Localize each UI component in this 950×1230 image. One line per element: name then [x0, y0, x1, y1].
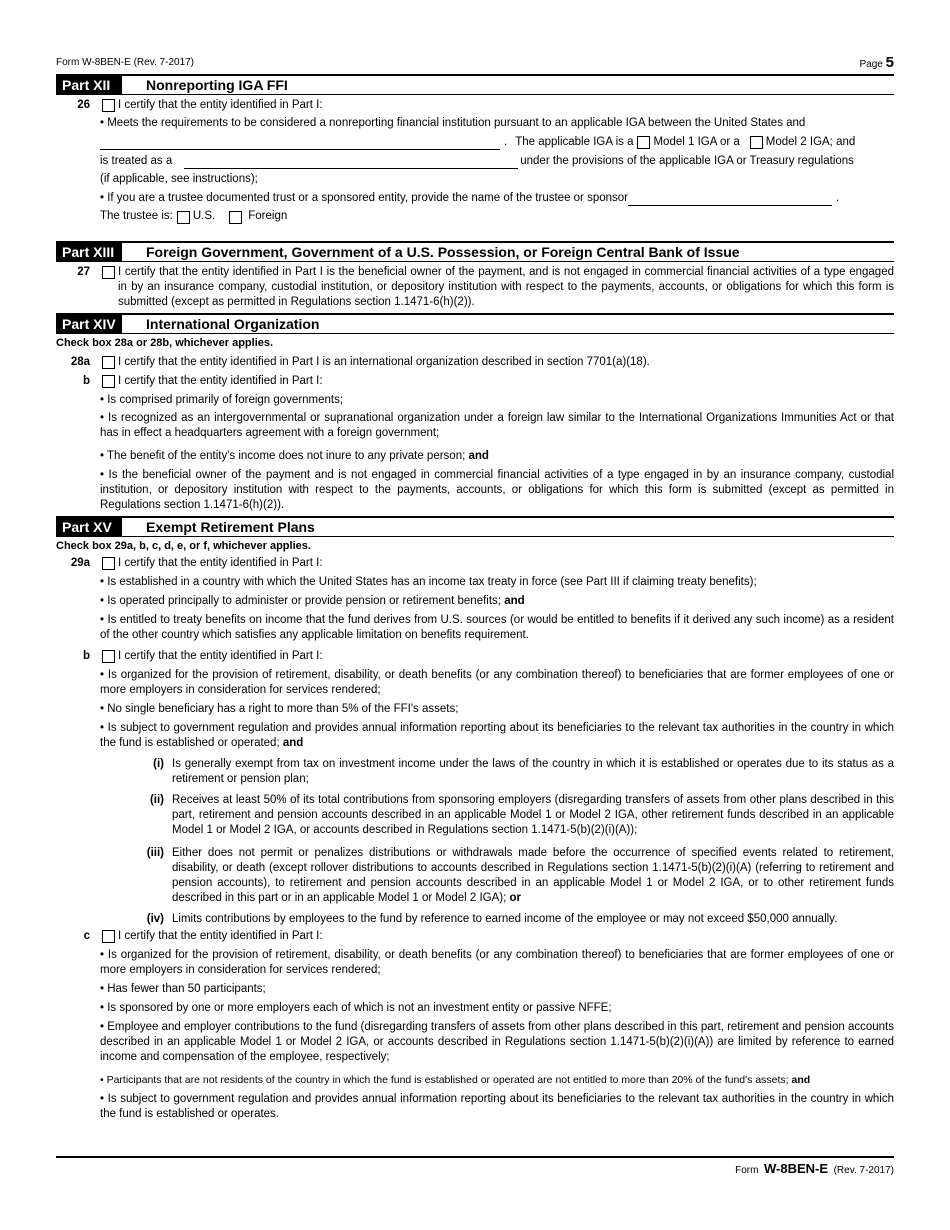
page-header	[56, 52, 894, 74]
line-26: 26 I certify that the entity identified in Part I:	[77, 99, 323, 111]
sponsor-field[interactable]	[628, 192, 832, 206]
part-xv-header: Part XV Exempt Retirement Plans	[56, 516, 894, 537]
page-footer: Form W-8BEN-E (Rev. 7-2017)	[56, 1156, 894, 1178]
part-xiii-header: Part XIII Foreign Government, Government of a U.S. Possession, or Foreign Central Bank of Issue	[56, 241, 894, 262]
checkbox-trustee-foreign[interactable]	[229, 211, 242, 224]
part-xii-header	[56, 74, 894, 95]
checkbox-29a[interactable]	[102, 557, 115, 570]
checkbox-model2[interactable]	[750, 136, 763, 149]
checkbox-28a[interactable]	[102, 356, 115, 369]
form-id: Form W-8BEN-E (Rev. 7-2017)	[56, 57, 194, 68]
checkbox-26[interactable]	[102, 99, 115, 112]
checkbox-trustee-us[interactable]	[177, 211, 190, 224]
page-number: Page 5	[859, 54, 894, 71]
part-xiv-header: Part XIV International Organization	[56, 313, 894, 334]
checkbox-29c[interactable]	[102, 930, 115, 943]
part-tag: Part XII	[56, 76, 122, 94]
treated-as-field[interactable]	[184, 155, 518, 169]
checkbox-27[interactable]	[102, 266, 115, 279]
checkbox-28b[interactable]	[102, 375, 115, 388]
line-27: 27 I certify that the entity identified in Part I is the beneficial owner of the payment, and is not engaged in commercial financial activities of a type engaged in by an insurance company, custodial institution, or depository institution with respect to the payments, accounts, or obligations for which this form is submitted (except as permitted in Regulations section 1.1471-6(h)(2)).	[77, 266, 894, 308]
checkbox-model1[interactable]	[637, 136, 650, 149]
part-title: Nonreporting IGA FFI	[146, 77, 288, 93]
country-field[interactable]	[100, 136, 500, 150]
checkbox-29b[interactable]	[102, 650, 115, 663]
form-page: Form W-8BEN-E (Rev. 7-2017) Page 5 Part XII Nonreporting IGA FFI 26 I certify that the entity identified in Part I: • Meets the requirements to be considered a nonreporting financial institution pursuant to an applicable IGA between the United States and . The applicable IGA is a Model 1 IGA or a Model 2 IGA; and is treated as a under the provisions of the applicable IGA or Treasury regulations (if applicable, see instructions); • If you are a trustee documented trust or a sponsored entity, provide the name of the trustee or sponsor . The trustee is: U.S. Foreign Part XIII Foreign Government, Government of a U.S. Possession, or Foreign Central Bank of Issue 27 I certify that the entity identified in Part I is the beneficial owner of the payment, and is not engaged in commercial financial activities of a type engaged in by an insurance company, custodial institution, or depository institution with respect to the payments, accounts, or obligations for which this form is submitted (except as permitted in Regulations section 1.1471-6(h)(2)). Part XIV International Organization Check box 28a or 28b, whichever applies. 28a I certify that the entity identified in Part I is an international organization described in section 7701(a)(18). b I certify that the entity identified in Part I: • Is comprised primarily of foreign governments; • Is recognized as an intergovernmental or supranational organization under a foreign law similar to the International Organizations Immunities Act or that has in effect a headquarters agreement with a foreign government; • The benefit of the entity's income does not inure to any private person; and • Is the beneficial owner of the payment and is not engaged in commercial financial activities of a type engaged in by an insurance company, custodial institution, or depository institution with respect to the payments, accounts, or obligations for which this form is submitted (except as permitted in Regulations section 1.1471-6(h)(2)). Part XV Exempt Retirement Plans Check box 29a, b, c, d, e, or f, whichever applies. 29a I certify that the entity identified in Part I: • Is established in a country with which the United States has an income tax treaty in force (see Part III if claiming treaty benefits); • Is operated principally to administer or provide pension or retirement benefits; and • Is entitled to treaty benefits on income that the fund derives from U.S. sources (or would be entitled to benefits if it derived any such income) as a resident of the other country which satisfies any applicable limitation on benefits requirement. b I certify that the entity identified in Part I: • Is organized for the provision of retirement, disability, or death benefits (or any combination thereof) to beneficiaries that are former employees of one or more employers in consideration for services rendered; • No single beneficiary has a right to more than 5% of the FFI's assets; • Is subject to government regulation and provides annual information reporting about its beneficiaries to the relevant tax authorities in the country in which the fund is established or operated; and (i) Is generally exempt from tax on investment income under the laws of the country in which it is established or operates due to its status as a retirement or pension plan; (ii) Receives at least 50% of its total contributions from sponsoring employers (disregarding transfers of assets from other plans described in this part, retirement and pension accounts described in an applicable Model 1 or Model 2 IGA, other retirement funds described in an applicable Model 1 or Model 2 IGA, or accounts described in Regulations section 1.1471-5(b)(2)(i)(A)); (iii) Either does not permit or penalizes distributions or withdrawals made before the occurrence of specified events related to retirement, disability, or death (except rollover distributions to accounts described in Regulations section 1.1471-5(b)(2)(i)(A) (referring to retirement and pension accounts), to retirement and pension accounts described in an applicable Model 1 or Model 2 IGA, or to other retirement funds described in this part or in an applicable Model 1 or Model 2 IGA); or (iv) Limits contributions by employees to the fund by reference to earned income of the employee or may not exceed $50,000 annually. c I certify that the entity identified in Part I: • Is organized for the provision of retirement, disability, or death benefits (or any combination thereof) to beneficiaries that are former employees of one or more employers in consideration for services rendered; • Has fewer than 50 participants; • Is sponsored by one or more employers each of which is not an investment entity or passive NFFE; • Employee and employer contributions to the fund (disregarding transfers of assets from other plans described in this part, retirement and pension accounts described in an applicable Model 1 or Model 2 IGA, or accounts described in Regulations section 1.1471-5(b)(2)(i)(A)) are limited by reference to earned income and compensation of the employee, respectively; • Participants that are not residents of the country in which the fund is established or operated are not entitled to more than 20% of the fund's assets; and • Is subject to government regulation and provides annual information reporting about its beneficiaries to the relevant tax authorities in the country in which the fund is established or operates. Form W-8BEN-E (Rev. 7-2017)	[56, 54, 894, 1176]
